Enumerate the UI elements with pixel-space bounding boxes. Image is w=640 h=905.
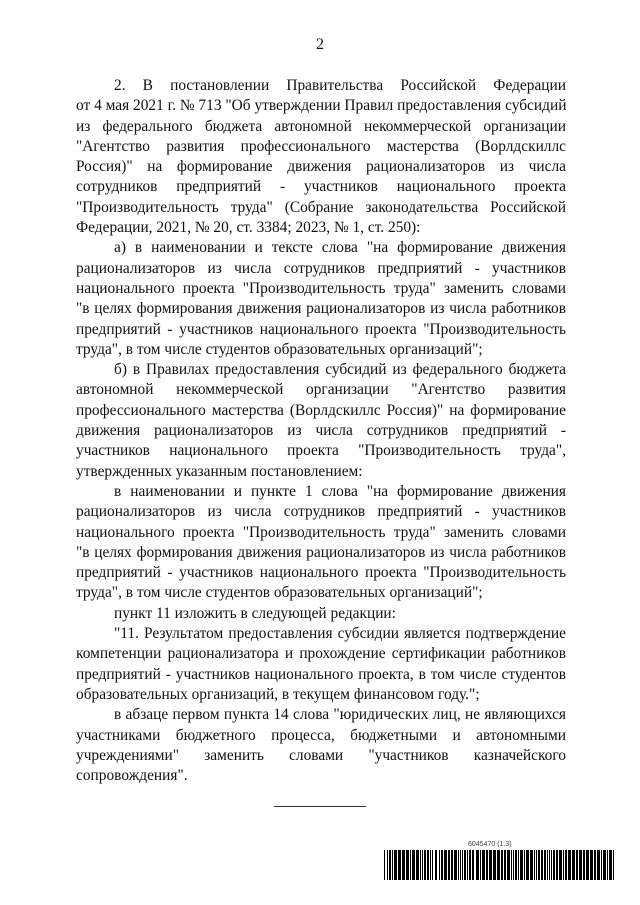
barcode-bar bbox=[594, 850, 596, 880]
barcode-bar bbox=[392, 850, 393, 880]
text-line: движения рационализаторов из числа сотрудников предприятий - bbox=[76, 422, 566, 440]
text-line: "Агентство развития профессионального мастерства (Ворлдскиллс bbox=[76, 137, 566, 155]
barcode-image bbox=[384, 850, 616, 880]
text-line: рационализаторов из числа сотрудников предприятий - участников bbox=[76, 259, 566, 277]
text-line: участниками бюджетного процесса, бюджетными и автономными bbox=[76, 726, 566, 744]
barcode-bar bbox=[547, 850, 548, 880]
barcode-bar bbox=[482, 850, 485, 880]
barcode-bar bbox=[444, 850, 447, 880]
text-line: от 4 мая 2021 г. № 713 "Об утверждении Правил предоставления субсидий bbox=[76, 97, 567, 115]
barcode-bar bbox=[534, 850, 535, 880]
text-line: 2. В постановлении Правительства Российской Федерации bbox=[114, 77, 566, 94]
text-line: национального проекта "Производительность труда" заменить словами bbox=[76, 523, 566, 541]
text-line: "11. Результатом предоставления субсидии является подтверждение bbox=[114, 625, 566, 643]
text-line: в наименовании и пункте 1 слова "на формирование движения bbox=[114, 482, 566, 500]
barcode-bar bbox=[416, 850, 419, 880]
text-line: в абзаце первом пункта 14 слова "юридических лиц, не являющихся bbox=[114, 706, 566, 724]
barcode-bar bbox=[590, 850, 593, 880]
barcode-bar bbox=[439, 850, 440, 880]
barcode-bar bbox=[538, 850, 540, 880]
text-line: рационализаторов из числа сотрудников предприятий - участников bbox=[76, 503, 566, 521]
text-line: сотрудников предприятий - участников национального проекта bbox=[76, 178, 566, 196]
barcode-bar bbox=[601, 850, 602, 880]
barcode-bar bbox=[406, 850, 409, 880]
barcode-bar bbox=[424, 850, 426, 880]
text-line: предприятий - участников национального проекта, в том числе студентов bbox=[76, 665, 566, 683]
barcode-bar bbox=[565, 850, 567, 880]
barcode-bar bbox=[432, 850, 433, 880]
text-line: компетенции рационализатора и прохождение сертификации работников bbox=[76, 645, 566, 663]
barcode-bar bbox=[451, 850, 453, 880]
barcode-bar bbox=[579, 850, 582, 880]
barcode-bar bbox=[526, 850, 529, 880]
text-line: Федерации, 2021, № 20, ст. 3384; 2023, № 1, ст. 250): bbox=[76, 219, 421, 237]
barcode-bar bbox=[462, 850, 463, 880]
barcode-bar bbox=[448, 850, 450, 880]
barcode-bar bbox=[420, 850, 421, 880]
barcode-bar bbox=[480, 850, 481, 880]
barcode-bar bbox=[384, 850, 385, 880]
text-line: образовательных организаций, в текущем финансовом году."; bbox=[76, 685, 480, 703]
barcode-bar bbox=[520, 850, 523, 880]
barcode-bar bbox=[489, 850, 492, 880]
document-code: 6045470 (1.3) bbox=[468, 841, 512, 848]
barcode-bar bbox=[597, 850, 600, 880]
text-line: национального проекта "Производительность труда" заменить словами bbox=[76, 279, 566, 297]
barcode-bar bbox=[435, 850, 437, 880]
barcode-bar bbox=[394, 850, 397, 880]
barcode-bar bbox=[460, 850, 461, 880]
text-line: сопровождения". bbox=[76, 767, 188, 785]
text-line: профессионального мастерства (Ворлдскиллс Россия)" на формирование bbox=[76, 401, 566, 419]
text-line: учреждениями" заменить словами "участников казначейского bbox=[76, 746, 566, 764]
barcode-bar bbox=[530, 850, 533, 880]
page-number: 2 bbox=[316, 36, 324, 53]
barcode-bar bbox=[524, 850, 525, 880]
text-line: предприятий - участников национального проекта "Производительность bbox=[76, 564, 566, 582]
text-line: труда", в том числе студентов образовательных организаций"; bbox=[76, 340, 483, 358]
barcode-bar bbox=[609, 850, 612, 880]
barcode-bar bbox=[513, 850, 514, 880]
barcode-bar bbox=[572, 850, 575, 880]
barcode-bar bbox=[493, 850, 496, 880]
text-line: труда", в том числе студентов образовательных организаций"; bbox=[76, 584, 483, 602]
barcode-bar bbox=[441, 850, 443, 880]
barcode-bar bbox=[430, 850, 431, 880]
barcode-bar bbox=[422, 850, 423, 880]
barcode-bar bbox=[511, 850, 512, 880]
barcode-bar bbox=[501, 850, 503, 880]
barcode-bar bbox=[402, 850, 405, 880]
barcode-bar bbox=[544, 850, 546, 880]
barcode-bar bbox=[549, 850, 550, 880]
barcode-bar bbox=[472, 850, 474, 880]
barcode-bar bbox=[398, 850, 401, 880]
barcode-bar bbox=[583, 850, 585, 880]
barcode-bar bbox=[507, 850, 510, 880]
barcode-bar bbox=[464, 850, 466, 880]
barcode-bar bbox=[607, 850, 608, 880]
barcode-bar bbox=[536, 850, 537, 880]
text-line: "в целях формирования движения рационализаторов из числа работников bbox=[76, 543, 566, 561]
text-line: Россия)" на формирование движения рационализаторов из числа bbox=[76, 158, 566, 176]
barcode-bar bbox=[454, 850, 457, 880]
barcode-bar bbox=[576, 850, 578, 880]
text-line: а) в наименовании и тексте слова "на формирование движения bbox=[114, 239, 566, 257]
barcode-bar bbox=[504, 850, 506, 880]
text-line: участников национального проекта "Производительность труда", bbox=[76, 442, 566, 460]
barcode-bar bbox=[427, 850, 429, 880]
footnote-separator bbox=[274, 806, 366, 807]
barcode-bar bbox=[387, 850, 388, 880]
barcode-bar bbox=[486, 850, 488, 880]
barcode-bar bbox=[412, 850, 415, 880]
barcode-bar bbox=[568, 850, 571, 880]
barcode-bar bbox=[515, 850, 517, 880]
text-line: предприятий - участников национального проекта "Производительность bbox=[76, 320, 566, 338]
barcode-bar bbox=[553, 850, 555, 880]
barcode-bar bbox=[476, 850, 479, 880]
barcode-bar bbox=[497, 850, 500, 880]
barcode-bar bbox=[458, 850, 459, 880]
barcode-bar bbox=[559, 850, 562, 880]
barcode-bar bbox=[586, 850, 589, 880]
barcode-bar bbox=[410, 850, 411, 880]
barcode-bar bbox=[613, 850, 614, 880]
text-line: пункт 11 изложить в следующей редакции: bbox=[114, 604, 396, 622]
barcode-bar bbox=[467, 850, 468, 880]
barcode-bar bbox=[518, 850, 519, 880]
text-line: б) в Правилах предоставления субсидий из федерального бюджета bbox=[114, 361, 566, 379]
text-line: "в целях формирования движения рационализаторов из числа работников bbox=[76, 300, 566, 318]
text-line: утвержденных указанным постановлением: bbox=[76, 462, 363, 480]
barcode-bar bbox=[563, 850, 564, 880]
barcode-bar bbox=[556, 850, 558, 880]
barcode-bar bbox=[469, 850, 471, 880]
document-body bbox=[76, 76, 566, 786]
barcode-bar bbox=[603, 850, 606, 880]
barcode-bar bbox=[541, 850, 543, 880]
barcode-bar bbox=[389, 850, 391, 880]
barcode-bar bbox=[551, 850, 552, 880]
text-line: из федерального бюджета автономной некоммерческой организации bbox=[76, 117, 566, 135]
text-line: автономной некоммерческой организации "Агентство развития bbox=[76, 381, 566, 399]
text-line: "Производительность труда" (Собрание законодательства Российской bbox=[76, 198, 566, 216]
